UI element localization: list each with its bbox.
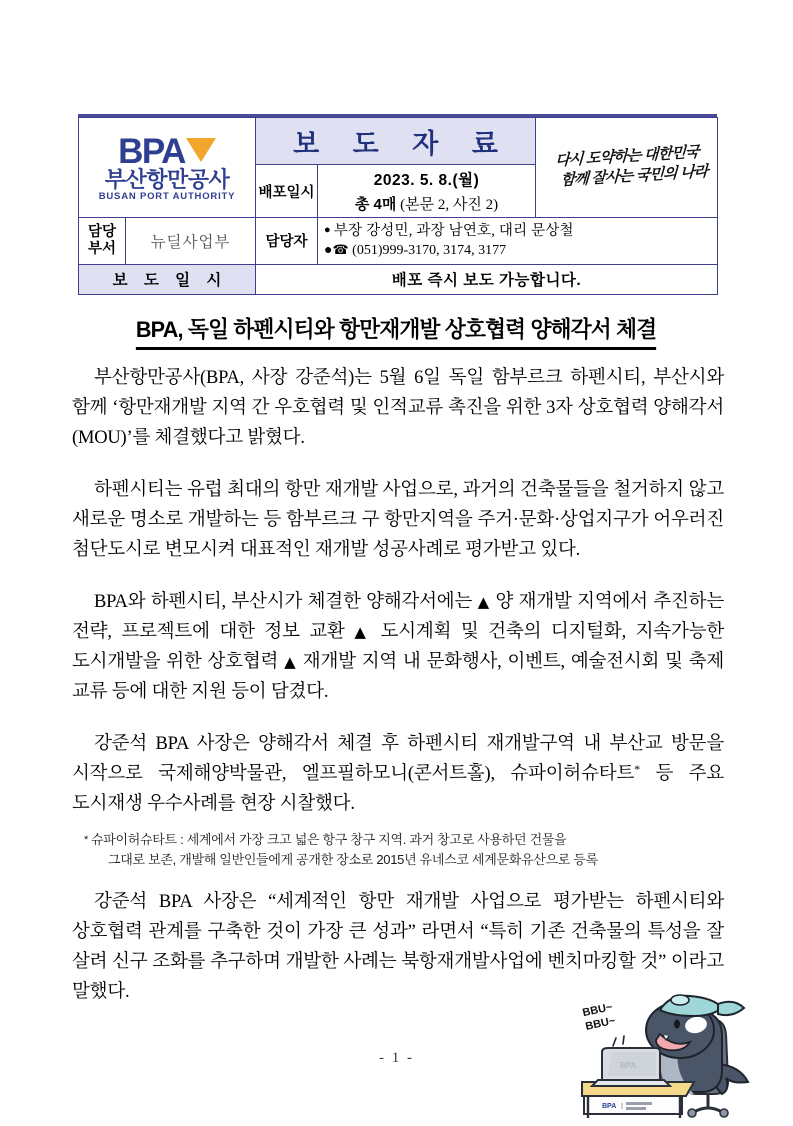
department-value: 뉴딜사업부 — [126, 218, 256, 265]
slogan-line-1: 다시 도약하는 대한민국 — [554, 143, 700, 170]
footnote-line-2: 그대로 보존, 개발해 일반인들에게 공개한 장소로 2015년 유네스코 세계문화유산으로 등록 — [108, 851, 598, 867]
page-number: - 1 - — [379, 1050, 414, 1066]
page-title: BPA, 독일 하펜시티와 항만재개발 상호협력 양해각서 체결 — [136, 312, 656, 350]
paragraph-4 — [72, 730, 724, 820]
paragraph-3-part-1: BPA와 하펜시티, 부산시가 체결한 양해각서에는 — [94, 591, 478, 612]
government-slogan — [544, 142, 708, 193]
department-label: 담당 부서 — [79, 218, 126, 265]
contact-people-row — [324, 221, 711, 241]
contact-phone: (051)999-3170, 3174, 3177 — [352, 243, 507, 259]
paragraph-4-part-2: 등 주요 도시재생 우수사례를 현장 시찰했다. — [72, 763, 724, 814]
release-date-label: 배포일시 — [256, 165, 318, 218]
header-row-embargo — [79, 264, 718, 294]
document-type-title: 보 도 자 료 — [293, 128, 511, 159]
contact-person-label: 담당자 — [256, 218, 318, 265]
paragraph-2: 하펜시티는 유럽 최대의 항만 재개발 사업으로, 과거의 건축물들을 철거하지 않고 새로운 명소로 개발하는 등 함부르크 구 항만지역을 주거·문화·상업지구가 어우러진 첨단도시로 변모시켜 대표적인 재개발 성공사례로 평가받고 있다. — [72, 479, 724, 560]
bpa-acronym: BPA — [118, 132, 185, 172]
triangle-bullet-icon: ▲ — [477, 592, 491, 611]
triangle-icon — [186, 138, 216, 162]
paragraph-3 — [72, 588, 724, 708]
release-date-value: 2023. 5. 8.(월) — [373, 172, 480, 189]
headline-container — [0, 312, 793, 350]
government-slogan-cell — [536, 118, 718, 218]
bpa-logo-mark — [118, 132, 216, 172]
bullet-icon: ● — [324, 224, 331, 236]
bpa-logo-cell — [79, 118, 256, 218]
header-row-title — [79, 118, 718, 165]
contact-details-cell — [318, 218, 718, 265]
triangle-bullet-icon: ▲ — [284, 652, 297, 671]
bpa-logo — [79, 132, 255, 203]
footnote-reference-marker: * — [634, 761, 640, 776]
page-count-bold: 총 4매 — [354, 196, 397, 213]
paragraph-3-part-2: 양 재개발 지역에서 추진하는 전략, 프로젝트에 대한 정보 교환 — [72, 591, 724, 642]
slogan-line-2: 함께 잘사는 국민의 나라 — [560, 163, 708, 190]
page-count-line — [322, 193, 531, 214]
page-count-detail: (본문 2, 사진 2) — [400, 197, 499, 213]
telephone-icon: ☎ — [332, 243, 349, 259]
bpa-english-name: BUSAN PORT AUTHORITY — [98, 191, 236, 203]
laptop-screen-logo: BPA — [620, 1061, 637, 1070]
article-body — [72, 364, 724, 1008]
release-date-cell — [318, 165, 536, 218]
press-release-header-table — [78, 117, 718, 295]
desk-bpa-logo: BPA — [602, 1103, 617, 1110]
triangle-bullet-icon: ▲ — [354, 622, 371, 641]
footnote-line-1: 슈파이허슈타트 : 세계에서 가장 크고 넓은 항구 창구 지역. 과거 창고로 사용하던 건물을 — [90, 831, 567, 847]
contact-people: 부장 강성민, 과장 남연호, 대리 문상철 — [333, 223, 574, 239]
document-type-title-cell — [256, 118, 536, 165]
paragraph-5: 강준석 BPA 사장은 “세계적인 항만 재개발 사업으로 평가받는 하펜시티와 상호협력 관계를 구축한 것이 가장 큰 성과” 라면서 “특히 기존 건축물의 특성을 잘 살려 신구 조화를 추구하며 개발한 사례는 북항재개발사업에 벤치마킹할 것” 이라고 말했다. — [72, 891, 724, 1002]
contact-phone-row — [324, 241, 711, 261]
paragraph-1: 부산항만공사(BPA, 사장 강준석)는 5월 6일 독일 함부르크 하펜시티, 부산시와 함께 ‘항만재개발 지역 간 우호협력 및 인적교류 촉진을 위한 3자 상호협력 양해각서(MOU)’를 체결했다고 밝혔다. — [72, 368, 724, 448]
embargo-label: 보 도 일 시 — [79, 264, 256, 294]
bpa-korean-name: 부산항만공사 — [104, 167, 230, 193]
footnote — [72, 830, 724, 870]
header-row-contact — [79, 218, 718, 265]
mascot-speech-text: BBU~ BBU~ — [581, 1001, 617, 1033]
embargo-value: 배포 즉시 보도 가능합니다. — [256, 264, 718, 294]
footnote-star-icon: * — [84, 833, 88, 846]
paragraph-3-part-3: 도시계획 및 건축의 디지털화, 지속가능한 도시개발을 위한 상호협력 — [72, 621, 724, 672]
bullet-icon: ● — [324, 243, 333, 259]
paragraph-4-part-1: 강준석 BPA 사장은 양해각서 체결 후 하펜시티 재개발구역 내 부산교 방문을 시작으로 국제해양박물관, 엘프필하모니(콘서트홀), 슈파이허슈타트 — [72, 733, 724, 784]
paragraph-3-part-4: 재개발 지역 내 문화행사, 이벤트, 예술전시회 및 축제 교류 등에 대한 지원 등이 담겼다. — [72, 651, 724, 702]
